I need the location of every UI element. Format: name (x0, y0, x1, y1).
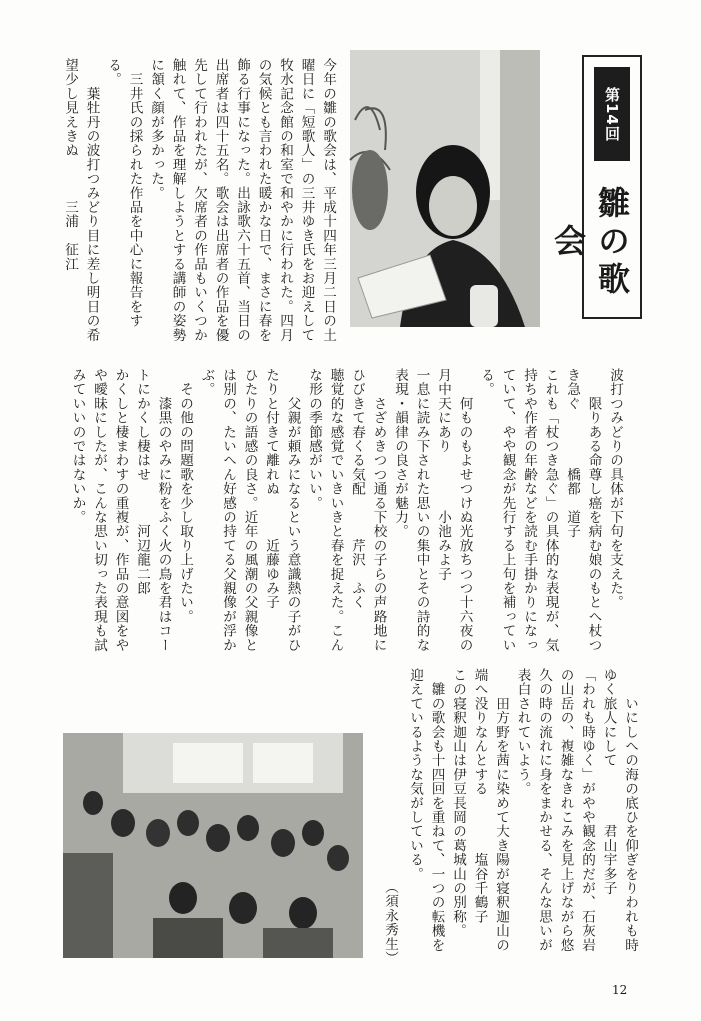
article-intro: 今年の雛の歌会は、平成十四年三月二日の土曜日に「短歌人」の三井ゆき氏をお迎えして牧水記念館の和室で和やかに行われた。四月の気候とも言われた暖かな日で、まさに春を飾る行事になった。出詠歌六十五首、当日の出席者は四十五名。歌会は出席者の作品を優先して行われたが、欠席者の作品もいくつか触れて、作品を理解しようとする講師の姿勢に頷く顔が多かった。 三井氏の採られた作品を中心に報告をする。 葉牡丹の波打つみどり目に差し明日の希望少し見えきぬ 三浦 征江 (62, 58, 336, 342)
page-number: 12 (612, 983, 628, 997)
audience-photo (63, 733, 363, 958)
title-box (549, 55, 642, 319)
article-conclusion: いにしへの海の底ひを仰ぎをりわれも時ゆく旅人にして 君山宇多子 「われも時ゆく」がやや観念的だが、石灰岩の山岳の、複雑なきれこみを見上げながら悠久の時の流れに身をまかせる、そんな思いが表白されていよう。 田方野を茜に染めて大き陽が寝釈迦山の端へ没りなんとする 塩谷千鶴子 この寝釈迦山は伊豆長岡の葛城山の別称。 雛の歌会も十四回を重ねて、一つの転機を迎えているような気がしている。 (407, 668, 638, 952)
page-title: 雛の歌会 (549, 186, 631, 300)
speaker-photo-art (350, 50, 540, 327)
audience-photo-art (63, 733, 363, 958)
article-body: 波打つみどりの具体が下句を支えた。 限りある命尊し癌を病む娘のもとへ杖つき急ぐ 橋都 道子 これも「杖つき急ぐ」の具体的な表現が、気持ちや作者の年齢などを読む手掛かりになっていて、やや観念が先行する上句を補っている。 何ものもよせつけぬ光放ちつつ十六夜の月中天にあり 小池みよ子 一息に読み下された思いの集中とその詩的な表現・韻律の良さが魅力。 さざめきつつ通る下校の子らの声路地にひびきて春くる気配 芹沢 ふく 聴覚的な感覚でいきいきと春を捉えた。こんな形の季節感がいい。 父親が頼みになるという意識熱の子がひたりと付きて離れぬ 近藤ゆみ子 ひたりの語感の良さ。近年の風潮の父親像とは別の、たいへん好感の持てる父親像が浮かぶ。 その他の問題歌を少し取り上げたい。 漆黒のやみに粉をふく火の鳥を君はコートにかくし棲はせ 河辺龍二郎 かくしと棲まわすの重複が、作品の意図をやや曖昧にしたが、こんな思い切った表現も試みていいのではないか。 (69, 368, 623, 652)
series-badge: 第14回 (594, 67, 630, 161)
speaker-photo (350, 50, 540, 327)
byline: （須永秀生） (382, 880, 398, 966)
